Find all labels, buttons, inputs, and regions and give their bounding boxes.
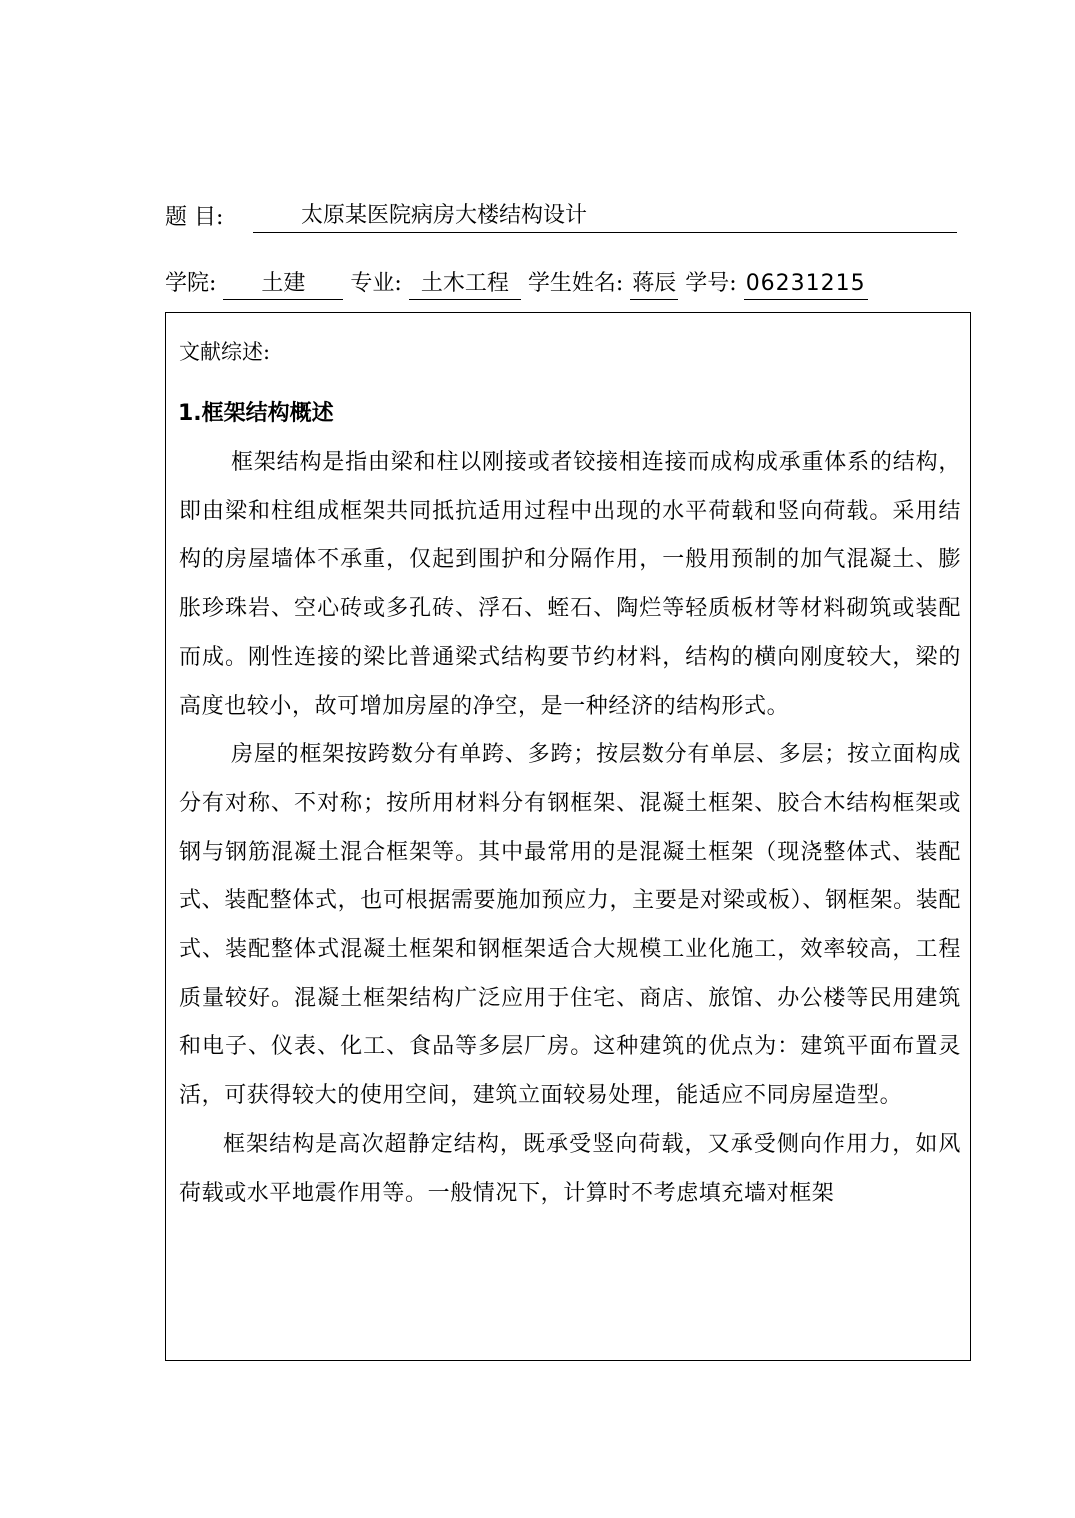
thesis-title-row	[165, 200, 960, 236]
review-paragraph: 房屋的框架按跨数分有单跨、多跨；按层数分有单层、多层；按立面构成分有对称、不对称；按所用材料分有钢框架、混凝土框架、胶合木结构框架或钢与钢筋混凝土混合框架等。其中最常用的是混凝土框架（现浇整体式、装配式、装配整体式，也可根据需要施加预应力，主要是对梁或板）、钢框架。装配式、装配整体式混凝土框架和钢框架适合大规模工业化施工，效率较高，工程质量较好。混凝土框架结构广泛应用于住宅、商店、旅馆、办公楼等民用建筑和电子、仪表、化工、食品等多层厂房。这种建筑的优点为：建筑平面布置灵活，可获得较大的使用空间，建筑立面较易处理，能适应不同房屋造型。	[179, 742, 961, 1109]
student-info-row	[165, 266, 965, 302]
title-label: 题 目:	[165, 205, 224, 230]
college-value: 土建	[223, 269, 343, 300]
literature-review-label: 文献综述:	[179, 340, 271, 364]
review-body	[179, 439, 961, 1218]
section-heading: 1.框架结构概述	[178, 401, 334, 426]
college-label: 学院:	[165, 271, 217, 296]
student-name-value: 蒋辰	[630, 269, 678, 300]
major-label: 专业:	[350, 271, 402, 296]
student-name-label: 学生姓名:	[527, 271, 624, 296]
title-value: 太原某医院病房大楼结构设计	[253, 200, 957, 233]
review-paragraph: 框架结构是高次超静定结构，既承受竖向荷载，又承受侧向作用力，如风荷载或水平地震作用等。一般情况下，计算时不考虑填充墙对框架	[179, 1131, 961, 1206]
review-paragraph: 框架结构是指由梁和柱以刚接或者铰接相连接而成构成承重体系的结构，即由梁和柱组成框架共同抵抗适用过程中出现的水平荷载和竖向荷载。采用结构的房屋墙体不承重，仅起到围护和分隔作用，一般用预制的加气混凝土、膨胀珍珠岩、空心砖或多孔砖、浮石、蛭石、陶烂等轻质板材等材料砌筑或装配而成。刚性连接的梁比普通梁式结构要节约材料，结构的横向刚度较大，梁的高度也较小，故可增加房屋的净空，是一种经济的结构形式。	[179, 450, 961, 719]
literature-review-box	[165, 312, 971, 1361]
student-id-value: 06231215	[744, 269, 868, 300]
student-id-label: 学号:	[685, 271, 737, 296]
major-value: 土木工程	[409, 269, 521, 300]
